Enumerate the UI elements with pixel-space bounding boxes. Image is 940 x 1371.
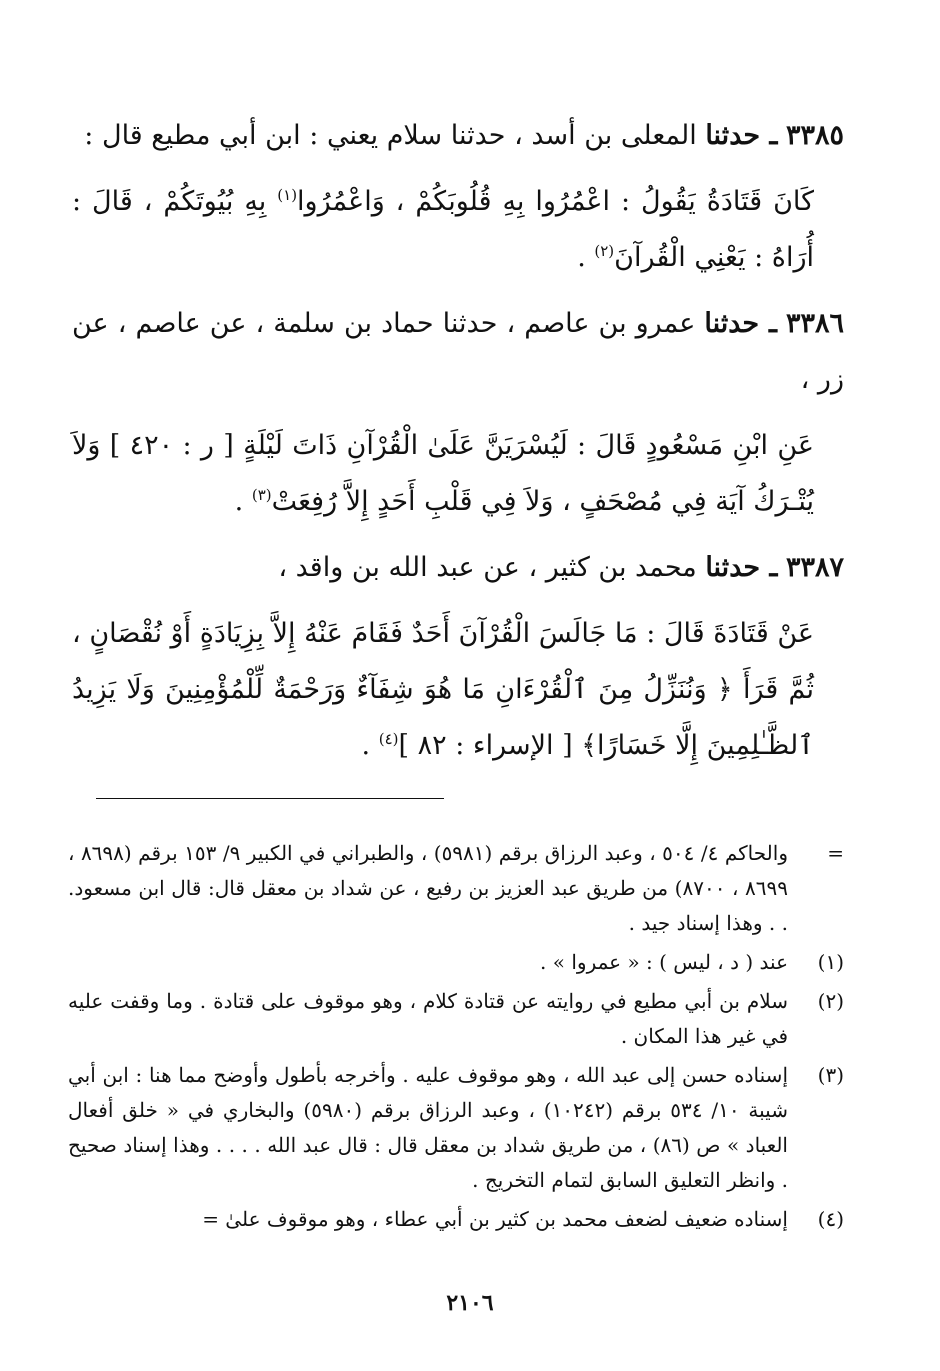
- footnote-mark: (٣): [817, 1063, 844, 1087]
- footnote-mark: =: [827, 841, 844, 865]
- main-text: [72, 108, 844, 784]
- hadith-number: ٣٣٨٥: [785, 120, 844, 151]
- footnote-ref: (٣): [251, 486, 272, 504]
- chain-text: محمد بن كثير ، عن عبد الله بن واقد ،: [278, 552, 697, 583]
- chain-text: عمرو بن عاصم ، حدثنا حماد بن سلمة ، عن عاصم ، عن زر ،: [72, 308, 844, 395]
- chain-lead: حدثنا: [705, 120, 761, 151]
- footnote-3: [68, 1058, 844, 1198]
- hadith-3385-matn: كَانَ قَتَادَةُ يَقُولُ : اعْمُرُوا بِهِ قُلُوبَكُمْ ، وَاعْمُرُوا$^{(١)}$ بِهِ بُيُوتَكُمْ ، قَالَ : أُرَاهُ : يَعْنِي الْقُرآنَ$^{(٢)}$ .: [72, 186, 814, 273]
- footnote-1: [68, 945, 844, 980]
- hadith-3387-matn: عَنْ قَتَادَةَ قَالَ : مَا جَالَسَ الْقُرْآنَ أَحَدٌ فَقَامَ عَنْهُ إِلاَّ بِزِيَادَةٍ أَوْ نُقْصَانٍ ، ثُمَّ قَرَأَ ﴿ وَنُنَزِّلُ مِنَ ٱلْقُرْءَانِ مَا هُوَ شِفَآءٌ وَرَحْمَةٌ لِّلْمُؤْمِنِينَ وَلَا يَزِيدُ ٱلظَّـٰلِمِينَ إِلَّا خَسَارًا﴾ [ الإسراء : ٨٢ ]$^{(٤)}$ .: [72, 618, 814, 761]
- footnote-mark: (١): [817, 950, 844, 974]
- footnote-4: [68, 1202, 844, 1237]
- chain-lead: حدثنا: [704, 308, 760, 339]
- footnote-text: والحاكم ٤/ ٥٠٤ ، وعبد الرزاق برقم (٥٩٨١) ، والطبراني في الكبير ٩/ ١٥٣ برقم (٨٦٩٨ ، ٨٦٩٩ ، ٨٧٠٠) من طريق عبد العزيز بن رفيع ، عن شداد بن معقل قال: قال ابن مسعود. . . وهذا إسناد جيد .: [68, 841, 789, 935]
- footnote-continuation: [68, 836, 844, 941]
- footnote-text: إسناده ضعيف لضعف محمد بن كثير بن أبي عطاء ، وهو موقوف علىٰ =: [202, 1207, 788, 1231]
- footnotes: [68, 836, 844, 1241]
- hadith-3385-chain: ٣٣٨٥ ـ حدثنا المعلى بن أسد ، حدثنا سلام يعني : ابن أبي مطيع قال :: [84, 120, 844, 151]
- footnote-text: إسناده حسن إلى عبد الله ، وهو موقوف عليه . وأخرجه بأطول وأوضح مما هنا : ابن أبي شيبة ١٠/ ٥٣٤ برقم (١٠٢٤٢) ، وعبد الرزاق برقم (٥٩٨٠) والبخاري في « خلق أفعال العباد » ص (٨٦) ، من طريق شداد بن معقل قال : قال عبد الله . . . . وهذا إسناد صحيح . وانظر التعليق السابق لتمام التخريج .: [68, 1063, 788, 1192]
- footnote-text: سلام بن أبي مطيع في روايته عن قتادة كلام ، وهو موقوف على قتادة . وما وقفت عليه في غير هذا المكان .: [68, 989, 788, 1048]
- footnote-ref: (٢): [594, 242, 615, 260]
- footnote-ref: (٤): [378, 730, 399, 748]
- hadith-3386-chain: ٣٣٨٦ ـ حدثنا عمرو بن عاصم ، حدثنا حماد بن سلمة ، عن عاصم ، عن زر ،: [72, 308, 844, 395]
- hadith-number: ٣٣٨٧: [785, 552, 844, 583]
- hadith-3387-chain: ٣٣٨٧ ـ حدثنا محمد بن كثير ، عن عبد الله بن واقد ،: [278, 552, 844, 583]
- footnote-mark: (٤): [817, 1207, 844, 1231]
- footnote-mark: (٢): [817, 989, 844, 1013]
- footnote-text: عند ( د ، ليس ) : « عمروا » .: [540, 950, 788, 974]
- footnote-2: [68, 984, 844, 1054]
- footnote-ref: (١): [277, 186, 298, 204]
- footnote-divider: [96, 798, 444, 799]
- hadith-number: ٣٣٨٦: [785, 308, 844, 339]
- chain-text: المعلى بن أسد ، حدثنا سلام يعني : ابن أبي مطيع قال :: [84, 120, 697, 151]
- hadith-3386-matn: عَنِ ابْنِ مَسْعُودٍ قَالَ : لَيُسْرَيَنَّ عَلَىٰ الْقُرْآنِ ذَاتَ لَيْلَةٍ [ ر : ٤٢٠ ] وَلاَ يُتْـرَكُ آيَة فِي مُصْحَفٍ ، وَلاَ فِي قَلْبِ أَحَدٍ إِلاَّ رُفِعَتْ$^{(٣)}$ .: [72, 430, 814, 517]
- page-number: ٢١٠٦: [446, 1290, 494, 1316]
- chain-lead: حدثنا: [705, 552, 761, 583]
